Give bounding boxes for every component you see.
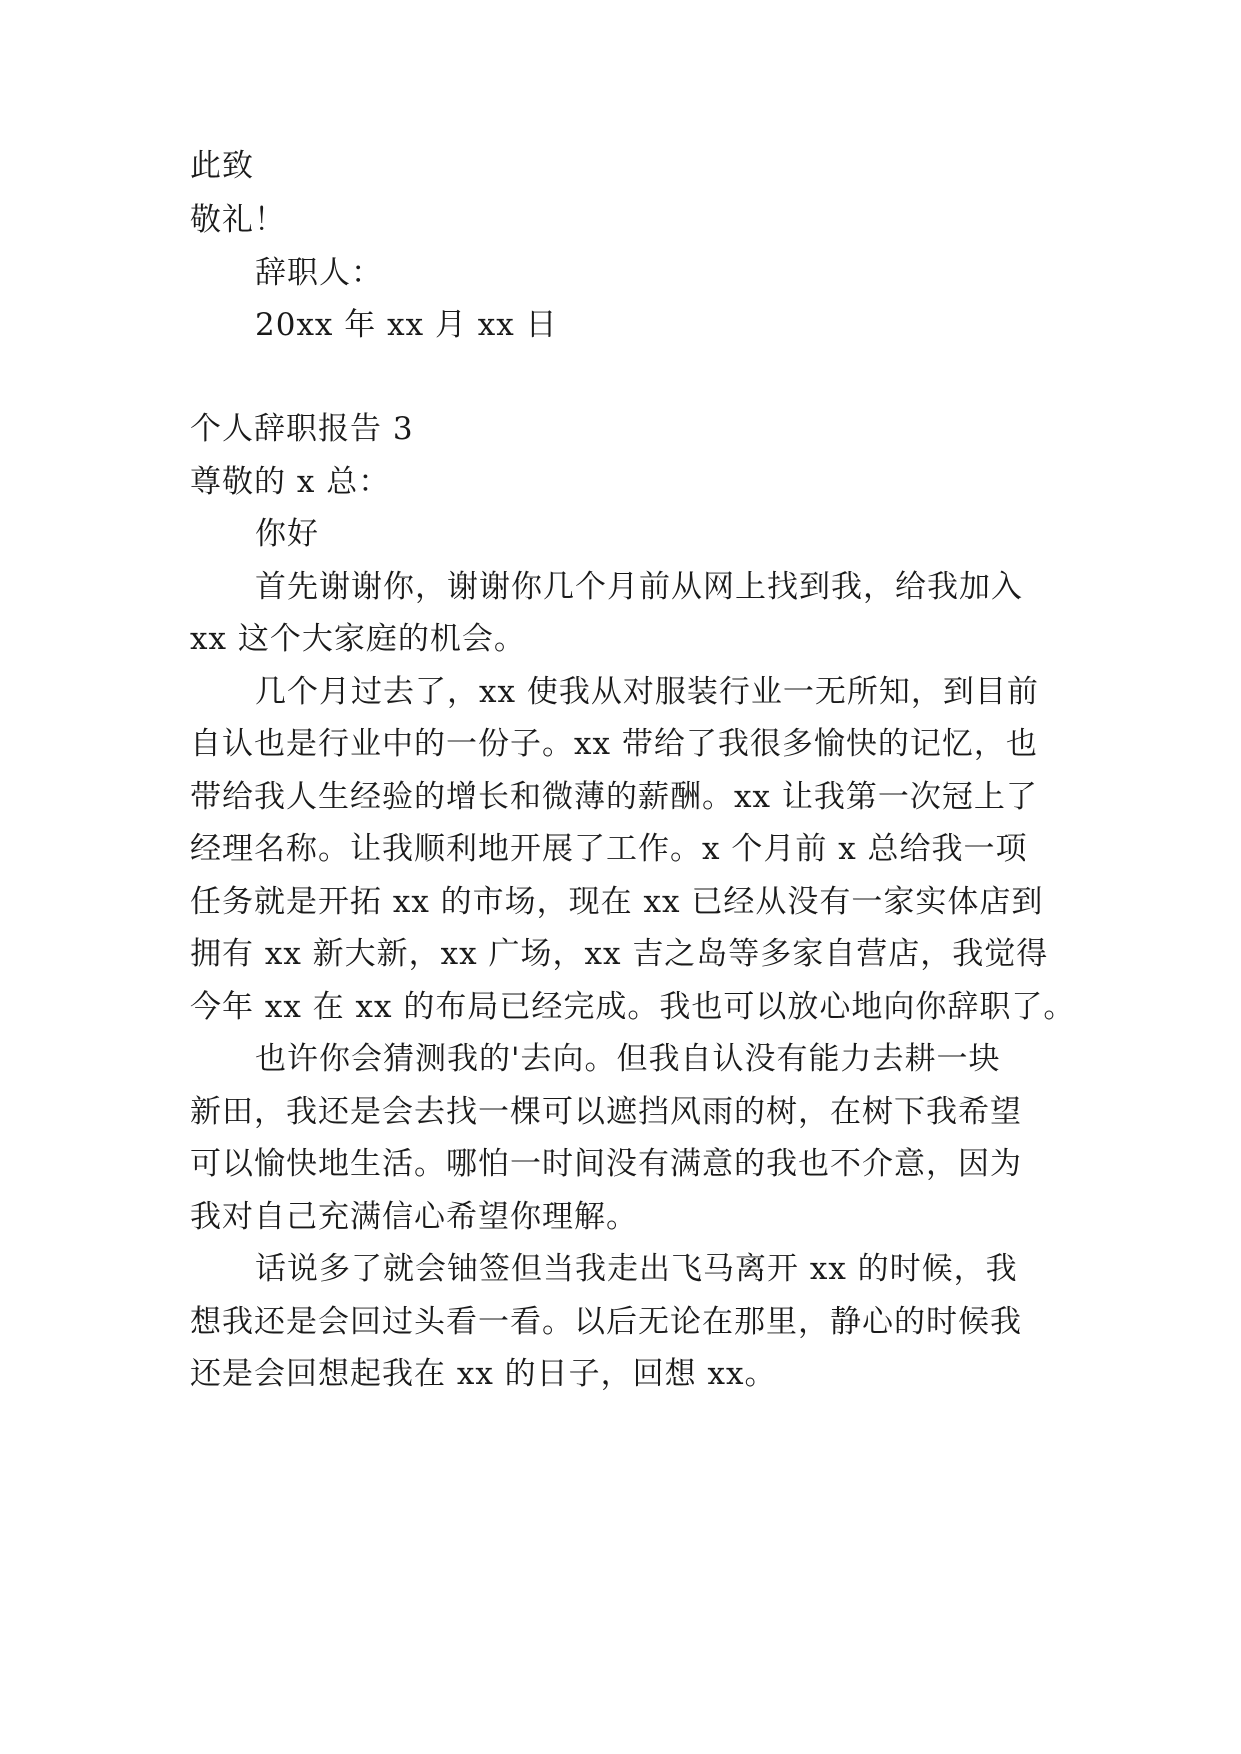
paragraph-3-line: 可以愉快地生活。哪怕一时间没有满意的我也不介意，因为 [190,1146,1022,1182]
closing-line-1: 此致 [190,148,254,184]
paragraph-2-line: 拥有 xx 新大新，xx 广场，xx 吉之岛等多家自营店，我觉得 [190,936,1049,972]
paragraph-1-line: 首先谢谢你，谢谢你几个月前从网上找到我，给我加入 [255,569,1023,605]
signature-date: 20xx 年 xx 月 xx 日 [255,307,558,343]
paragraph-2-line: 今年 xx 在 xx 的布局已经完成。我也可以放心地向你辞职了。 [190,989,1076,1025]
paragraph-2-line: 任务就是开拓 xx 的市场，现在 xx 已经从没有一家实体店到 [190,884,1044,920]
paragraph-3-line: 新田，我还是会去找一棵可以遮挡风雨的树，在树下我希望 [190,1094,1022,1130]
paragraph-2-line: 几个月过去了，xx 使我从对服装行业一无所知，到目前 [255,674,1039,710]
paragraph-3-line: 我对自己充满信心希望你理解。 [190,1199,638,1235]
paragraph-2-line: 带给我人生经验的增长和微薄的薪酬。xx 让我第一次冠上了 [190,779,1038,815]
paragraph-4-line: 话说多了就会铀签但当我走出飞马离开 xx 的时候，我 [255,1251,1018,1287]
signer-label: 辞职人： [255,255,383,291]
salutation: 尊敬的 x 总： [190,464,391,500]
paragraph-2-line: 经理名称。让我顺利地开展了工作。x 个月前 x 总给我一项 [190,831,1028,867]
paragraph-1-line: xx 这个大家庭的机会。 [190,621,526,657]
greeting: 你好 [255,516,319,552]
paragraph-4-line: 想我还是会回过头看一看。以后无论在那里，静心的时候我 [190,1304,1022,1340]
closing-line-2: 敬礼！ [190,202,286,238]
report-title: 个人辞职报告 3 [190,411,414,447]
paragraph-4-line: 还是会回想起我在 xx 的日子，回想 xx。 [190,1356,777,1392]
paragraph-3-line: 也许你会猜测我的'去向。但我自认没有能力去耕一块 [255,1041,1001,1077]
paragraph-2-line: 自认也是行业中的一份子。xx 带给了我很多愉快的记忆，也 [190,726,1038,762]
